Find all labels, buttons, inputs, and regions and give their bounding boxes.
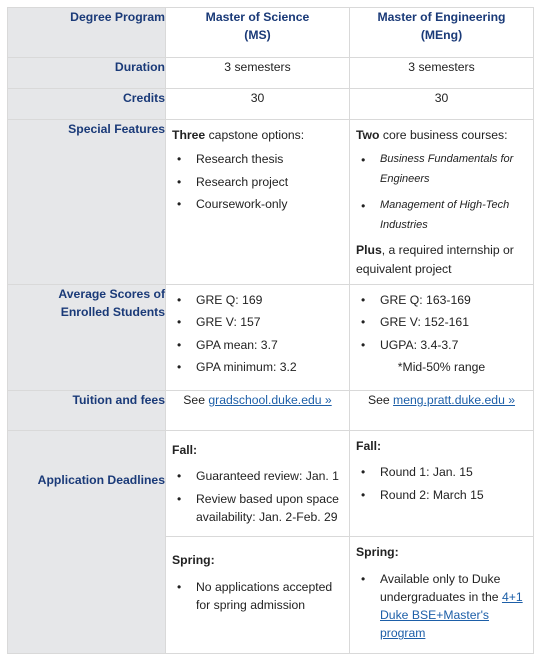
list-item: • GRE Q: 169 — [172, 291, 343, 309]
list-item: • GPA minimum: 3.2 — [172, 358, 343, 376]
list-item: • Available only to Duke undergraduates in the 4+1 Duke BSE+Master's program — [356, 570, 527, 643]
bse-master-program-link[interactable]: 4+1 Duke BSE+Master's program — [380, 589, 523, 641]
list-item: • GPA mean: 3.7 — [172, 336, 343, 354]
row-label-degree-program: Degree Program — [8, 8, 166, 58]
ms-fall-deadlines — [166, 431, 350, 537]
list-item: • Coursework-only — [172, 195, 343, 213]
list-item: • Round 2: March 15 — [356, 486, 527, 504]
ms-abbr: (MS) — [244, 28, 271, 43]
meng-special-plus: Plus, a required internship or equivalent project — [356, 243, 514, 276]
list-item: • Round 1: Jan. 15 — [356, 463, 527, 481]
ms-special-lead: Three capstone options: — [172, 128, 305, 142]
list-item: • Research project — [172, 173, 343, 191]
ms-spring-deadlines — [166, 537, 350, 653]
meng-pratt-link[interactable]: meng.pratt.duke.edu » — [393, 393, 516, 408]
meng-credits: 30 — [350, 89, 534, 120]
degree-comparison-table — [7, 7, 534, 654]
meng-title: Master of Engineering — [377, 10, 506, 24]
gradschool-link[interactable]: gradschool.duke.edu » — [208, 393, 332, 408]
list-item: • UGPA: 3.4-3.7 — [356, 336, 527, 354]
fall-deadlines-row — [8, 431, 534, 537]
list-item: • Management of High-Tech Industries — [356, 196, 527, 236]
meng-duration: 3 semesters — [350, 58, 534, 89]
ms-capstone-list — [172, 150, 343, 213]
credits-row — [8, 89, 534, 120]
ms-scores-list — [172, 291, 343, 376]
ms-special-features — [166, 120, 350, 285]
list-item: • GRE V: 157 — [172, 313, 343, 331]
meng-spring-list — [356, 570, 527, 643]
list-item: • GRE Q: 163-169 — [356, 291, 527, 309]
row-label-tuition: Tuition and fees — [8, 391, 166, 431]
row-label-special-features: Special Features — [8, 120, 166, 285]
row-label-duration: Duration — [8, 58, 166, 89]
list-item: • Review based upon space availability: Jan. 2-Feb. 29 — [172, 490, 343, 527]
ms-fall-heading: Fall: — [172, 443, 198, 458]
meng-fall-heading: Fall: — [356, 439, 382, 454]
row-label-credits: Credits — [8, 89, 166, 120]
ms-fall-list — [172, 467, 343, 526]
duration-row — [8, 58, 534, 89]
ms-title: Master of Science — [205, 10, 310, 24]
meng-abbr: (MEng) — [420, 28, 463, 43]
meng-fall-deadlines — [350, 431, 534, 537]
special-features-row — [8, 120, 534, 285]
row-label-average-scores: Average Scores of Enrolled Students — [8, 285, 166, 391]
ms-average-scores — [166, 285, 350, 391]
meng-average-scores — [350, 285, 534, 391]
tuition-row — [8, 391, 534, 431]
mid-50-range-note: *Mid-50% range — [397, 359, 486, 374]
meng-spring-deadlines — [350, 537, 534, 653]
list-item: • GRE V: 152-161 — [356, 313, 527, 331]
meng-fall-list — [356, 463, 527, 504]
meng-business-course-list — [356, 150, 527, 235]
ms-credits: 30 — [166, 89, 350, 120]
header-row — [8, 8, 534, 58]
ms-spring-list — [172, 578, 343, 615]
list-item: • No applications accepted for spring admission — [172, 578, 343, 615]
list-item: • Business Fundamentals for Engineers — [356, 150, 527, 190]
list-item: • Research thesis — [172, 150, 343, 168]
ms-tuition: See gradschool.duke.edu » — [166, 391, 350, 431]
meng-special-features — [350, 120, 534, 285]
ms-spring-heading: Spring: — [172, 553, 215, 568]
meng-special-lead: Two core business courses: — [356, 128, 508, 142]
ms-duration: 3 semesters — [166, 58, 350, 89]
list-item: • Guaranteed review: Jan. 1 — [172, 467, 343, 485]
row-label-application-deadlines: Application Deadlines — [8, 431, 166, 654]
meng-tuition: See meng.pratt.duke.edu » — [350, 391, 534, 431]
meng-spring-heading: Spring: — [356, 545, 399, 560]
ms-column-header — [166, 8, 350, 58]
meng-scores-list — [356, 291, 527, 354]
meng-column-header — [350, 8, 534, 58]
average-scores-row — [8, 285, 534, 391]
